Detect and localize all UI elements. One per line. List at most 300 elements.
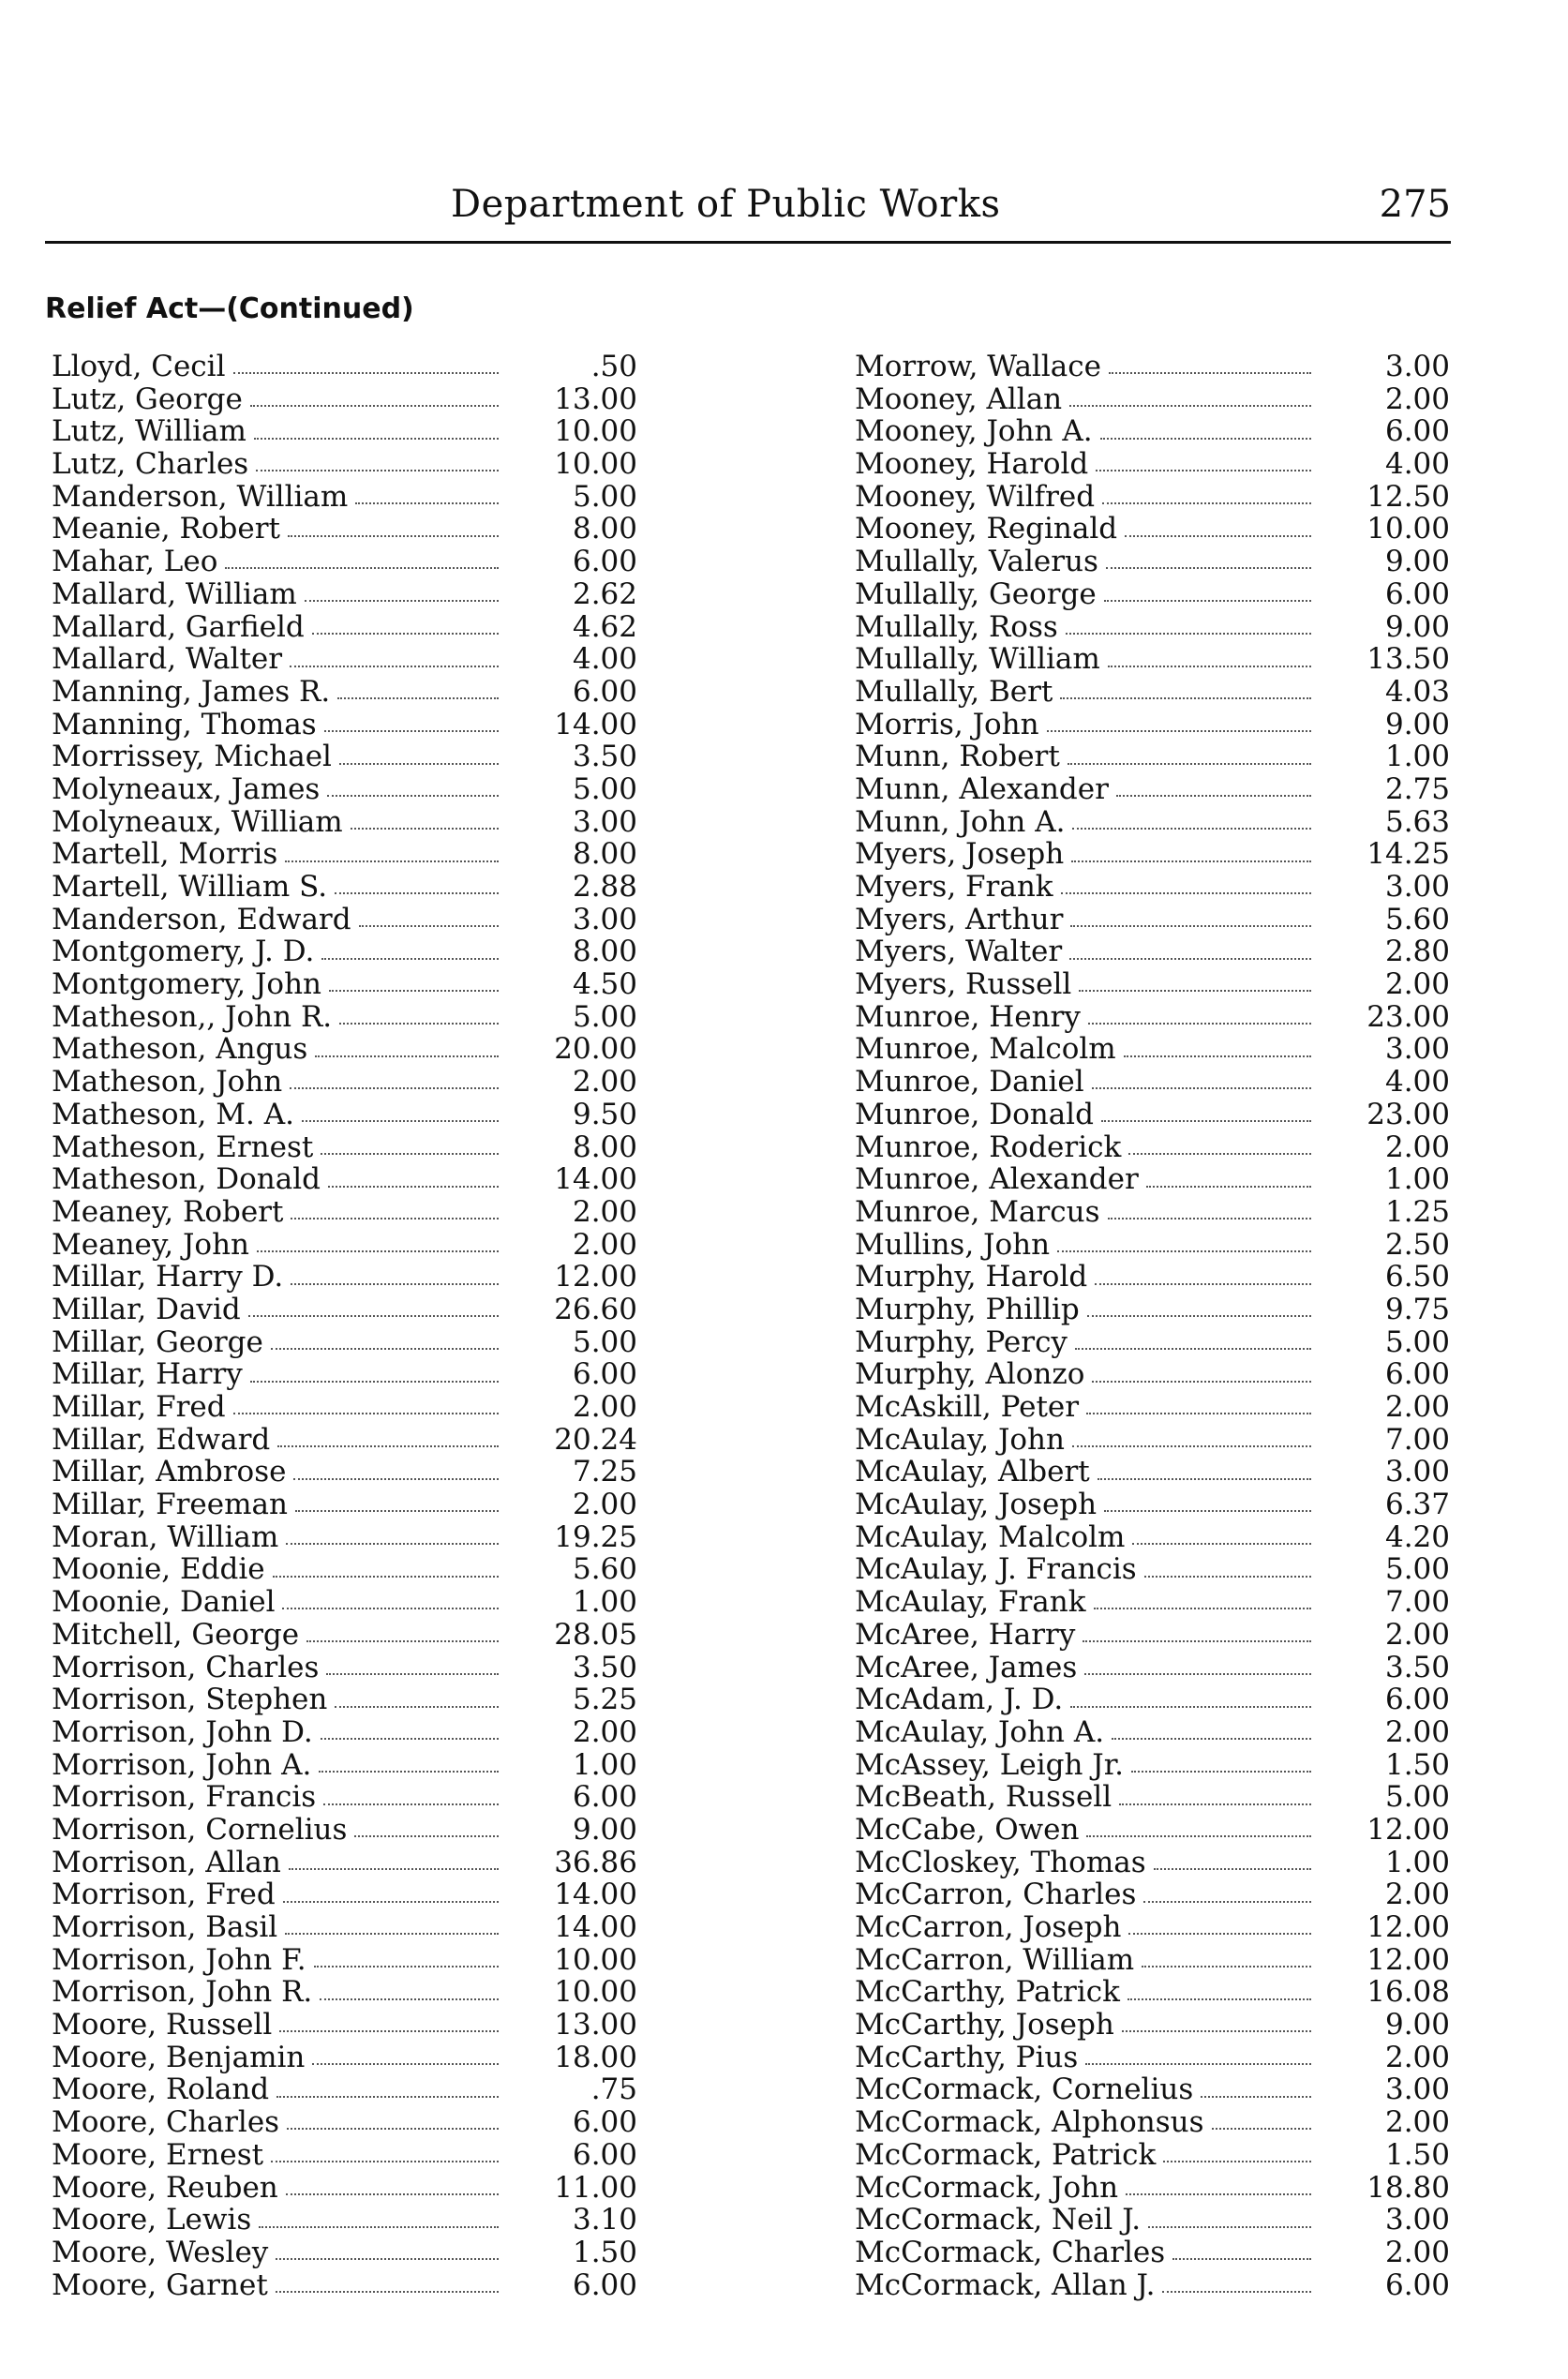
entry-amount: 20.00 [554, 1032, 637, 1067]
list-item [855, 904, 1450, 936]
dot-leader [1212, 2128, 1311, 2130]
entry-name: Mahar, Leo [52, 545, 218, 579]
dot-leader [1127, 1998, 1311, 2000]
dot-leader [315, 1055, 499, 1057]
list-item [52, 611, 637, 644]
list-item [52, 1163, 637, 1196]
list-item [52, 1489, 637, 1521]
entry-name: Morrison, Stephen [52, 1683, 328, 1717]
dot-leader [282, 1608, 499, 1609]
entry-name: Millar, David [52, 1292, 241, 1326]
dot-leader [1172, 2258, 1311, 2260]
entry-name: Martell, William S. [52, 870, 328, 904]
dot-leader [1083, 1640, 1311, 1642]
entry-name: Mooney, Harold [855, 447, 1089, 482]
entry-name: Myers, Arthur [855, 902, 1064, 936]
entry-amount: 12.50 [1366, 479, 1450, 514]
dot-leader [291, 1218, 499, 1219]
list-item [52, 1131, 637, 1164]
dot-leader [290, 1087, 499, 1089]
dot-leader [1068, 763, 1311, 765]
entry-name: McCarthy, Joseph [855, 2008, 1114, 2042]
dot-leader [289, 1868, 499, 1870]
list-item [52, 1683, 637, 1716]
dot-leader [1094, 1608, 1311, 1609]
page-number: 275 [1379, 183, 1451, 226]
entry-name: Murphy, Harold [855, 1260, 1088, 1294]
entry-amount: 4.00 [1384, 1065, 1450, 1100]
entry-amount: 1.50 [1384, 2137, 1450, 2172]
dot-leader [1148, 2226, 1311, 2228]
entry-amount: 2.00 [572, 1390, 637, 1424]
dot-leader [1079, 990, 1311, 992]
list-item [855, 871, 1450, 904]
entry-name: Moore, Lewis [52, 2203, 252, 2237]
entry-name: Munroe, Roderick [855, 1130, 1122, 1164]
dot-leader [319, 1771, 499, 1773]
dot-leader [329, 990, 499, 992]
entry-name: McAulay, Joseph [855, 1488, 1098, 1522]
entry-name: Moore, Roland [52, 2072, 270, 2107]
entry-name: Meaney, Robert [52, 1194, 284, 1229]
entry-amount: 6.00 [572, 2267, 637, 2302]
dot-leader [1126, 2193, 1311, 2195]
list-item [52, 676, 637, 709]
entry-name: Munroe, Marcus [855, 1194, 1100, 1229]
entry-amount: 6.00 [572, 2105, 637, 2140]
entry-name: Murphy, Alonzo [855, 1357, 1085, 1392]
entry-name: Munroe, Malcolm [855, 1032, 1116, 1067]
page-title: Department of Public Works [451, 183, 1001, 226]
entry-amount: 10.00 [554, 1942, 637, 1977]
dot-leader [250, 405, 499, 407]
entry-amount: 20.24 [554, 1422, 637, 1457]
list-item [52, 1749, 637, 1782]
dot-leader [312, 633, 499, 635]
list-item [855, 935, 1450, 968]
dot-leader [1108, 1218, 1312, 1219]
entry-name: Moonie, Daniel [52, 1585, 276, 1620]
dot-leader [302, 1120, 499, 1122]
list-item [855, 1683, 1450, 1716]
dot-leader [337, 697, 499, 699]
entry-amount: 2.00 [1384, 2040, 1450, 2074]
dot-leader [276, 2291, 499, 2293]
entry-amount: 23.00 [1366, 1097, 1450, 1131]
entry-amount: 6.00 [572, 1357, 637, 1392]
entry-amount: 3.50 [572, 740, 637, 774]
entry-amount: 12.00 [1366, 1910, 1450, 1944]
list-item [52, 448, 637, 481]
list-item [855, 1066, 1450, 1099]
entry-name: Lutz, George [52, 382, 243, 416]
dot-leader [1124, 1055, 1311, 1057]
dot-leader [1163, 2161, 1311, 2162]
dot-leader [1106, 567, 1311, 569]
dot-leader [1047, 730, 1311, 732]
entry-name: McCormack, Neil J. [855, 2203, 1142, 2237]
entry-name: Mullally, Bert [855, 674, 1053, 709]
dot-leader [1131, 1771, 1311, 1773]
list-item [52, 2042, 637, 2074]
dot-leader [1088, 1023, 1311, 1025]
entry-name: Mullally, George [855, 576, 1097, 611]
dot-leader [259, 2226, 499, 2228]
dot-leader [359, 925, 499, 927]
list-item [52, 1976, 637, 2009]
list-item [52, 2106, 637, 2139]
entry-name: McCarron, Charles [855, 1878, 1137, 1912]
entry-amount: 2.80 [1384, 935, 1450, 969]
dot-leader [1154, 1868, 1311, 1870]
dot-leader [306, 1640, 499, 1642]
dot-leader [1084, 1673, 1311, 1675]
list-item [52, 1033, 637, 1066]
dot-leader [1122, 2030, 1311, 2032]
entry-amount: 6.00 [1384, 576, 1450, 611]
dot-leader [1060, 697, 1311, 699]
dot-leader [1087, 1315, 1311, 1317]
list-item [855, 741, 1450, 773]
list-item [52, 904, 637, 936]
entry-amount: 13.50 [1366, 642, 1450, 677]
entry-name: McCabe, Owen [855, 1812, 1080, 1847]
entry-amount: 3.00 [1384, 2203, 1450, 2237]
entry-name: Moore, Reuben [52, 2170, 278, 2205]
entry-amount: 8.00 [572, 1130, 637, 1164]
dot-leader [273, 1576, 499, 1578]
entry-name: McCormack, Cornelius [855, 2072, 1194, 2107]
list-item [855, 2237, 1450, 2269]
entry-amount: 5.00 [572, 479, 637, 514]
list-item [855, 1652, 1450, 1684]
entry-name: McCormack, Allan J. [855, 2267, 1156, 2302]
entry-name: Morris, John [855, 707, 1039, 741]
entry-name: Myers, Walter [855, 935, 1063, 969]
entry-amount: 5.00 [572, 999, 637, 1034]
entry-amount: 2.00 [1384, 967, 1450, 1002]
dot-leader [279, 2030, 499, 2032]
entry-amount: 2.00 [1384, 2105, 1450, 2140]
dot-leader [287, 2128, 499, 2130]
list-item [52, 741, 637, 773]
page-header [45, 183, 1451, 248]
entry-name: McAskill, Peter [855, 1390, 1080, 1424]
entry-name: McAree, James [855, 1650, 1078, 1684]
entry-name: Matheson, Angus [52, 1032, 308, 1067]
entry-name: Mallard, Garfield [52, 609, 305, 644]
entry-amount: 3.00 [572, 902, 637, 936]
list-item [855, 806, 1450, 839]
dot-leader [285, 1933, 499, 1935]
dot-leader [1070, 925, 1311, 927]
entry-amount: 23.00 [1366, 999, 1450, 1034]
list-item [52, 968, 637, 1001]
list-item [855, 838, 1450, 871]
entry-amount: 1.00 [572, 1585, 637, 1620]
list-item [52, 1878, 637, 1911]
entry-amount: 5.00 [572, 1324, 637, 1359]
entry-name: Molyneaux, William [52, 804, 343, 839]
entry-name: Munn, Robert [855, 740, 1060, 774]
entry-amount: 10.00 [554, 447, 637, 482]
entry-amount: 1.50 [572, 2235, 637, 2269]
entry-amount: 6.00 [572, 545, 637, 579]
entry-name: Morrow, Wallace [855, 350, 1101, 383]
entry-amount: 5.60 [1384, 902, 1450, 936]
list-item [52, 1911, 637, 1944]
header-rule [45, 241, 1451, 244]
dot-leader [339, 1023, 499, 1025]
entry-name: Millar, Ambrose [52, 1455, 287, 1489]
dot-leader [1069, 405, 1311, 407]
list-item [52, 1294, 637, 1326]
entry-amount: 12.00 [1366, 1942, 1450, 1977]
entry-name: McCloskey, Thomas [855, 1845, 1146, 1879]
entry-amount: 7.25 [572, 1455, 637, 1489]
dot-leader [1143, 1901, 1311, 1903]
entry-name: Montgomery, J. D. [52, 935, 315, 969]
entry-name: McAulay, Albert [855, 1455, 1090, 1489]
list-item [52, 1553, 637, 1586]
entry-name: McAulay, Malcolm [855, 1519, 1126, 1554]
dot-leader [248, 1315, 499, 1317]
entry-amount: 1.00 [1384, 1162, 1450, 1197]
list-item [52, 871, 637, 904]
list-item [52, 1652, 637, 1684]
list-item [855, 1358, 1450, 1391]
entry-name: Moore, Benjamin [52, 2040, 306, 2074]
entry-name: Moore, Ernest [52, 2137, 264, 2172]
entry-name: Moore, Russell [52, 2008, 273, 2042]
entry-amount: 2.00 [572, 1714, 637, 1749]
entry-amount: 2.00 [1384, 1714, 1450, 1749]
list-item [855, 1131, 1450, 1164]
list-item [52, 643, 637, 676]
entry-amount: 2.00 [572, 1227, 637, 1262]
entry-name: Manning, Thomas [52, 707, 317, 741]
entry-amount: 3.10 [572, 2203, 637, 2237]
list-item [52, 1586, 637, 1619]
dot-leader [1119, 1803, 1311, 1805]
list-item [52, 513, 637, 546]
entry-amount: 10.00 [554, 1975, 637, 2010]
list-item [855, 1424, 1450, 1457]
dot-leader [321, 1153, 499, 1155]
entry-name: Mallard, Walter [52, 642, 283, 677]
entry-amount: 6.00 [572, 674, 637, 709]
entry-amount: 2.00 [1384, 1130, 1450, 1164]
entry-amount: 6.00 [1384, 2267, 1450, 2302]
entry-amount: 5.60 [572, 1552, 637, 1587]
entry-name: McAulay, J. Francis [855, 1552, 1137, 1587]
entry-name: Morrison, John D. [52, 1714, 313, 1749]
entry-name: McCormack, Alphonsus [855, 2105, 1204, 2140]
entry-name: Morrison, Francis [52, 1780, 317, 1815]
list-item [855, 1586, 1450, 1619]
entry-amount: 2.00 [572, 1194, 637, 1229]
dot-leader [286, 2193, 499, 2195]
entry-name: McCarthy, Pius [855, 2040, 1079, 2074]
entry-amount: 18.00 [554, 2040, 637, 2074]
dot-leader [250, 1381, 499, 1383]
entry-name: Moore, Garnet [52, 2267, 268, 2302]
entry-name: Munroe, Alexander [855, 1162, 1139, 1197]
entry-name: Millar, Harry D. [52, 1260, 284, 1294]
list-item [52, 1944, 637, 1977]
dot-leader [233, 372, 500, 374]
dot-leader [323, 1803, 499, 1805]
dot-leader [321, 958, 499, 960]
list-item [855, 643, 1450, 676]
entry-name: Moore, Wesley [52, 2235, 269, 2269]
dot-leader [335, 1706, 499, 1708]
list-item [855, 481, 1450, 514]
entry-name: Martell, Morris [52, 837, 278, 872]
list-item [855, 2009, 1450, 2042]
entry-amount: 13.00 [554, 382, 637, 416]
entry-name: Manderson, William [52, 479, 349, 514]
entry-amount: 9.00 [572, 1812, 637, 1847]
entry-amount: 1.25 [1384, 1194, 1450, 1229]
entry-name: Mooney, Allan [855, 382, 1063, 416]
entry-name: McAree, Harry [855, 1617, 1076, 1652]
entry-amount: 10.00 [1366, 512, 1450, 546]
list-item [855, 513, 1450, 546]
list-item [52, 1229, 637, 1262]
entry-amount: 5.00 [572, 771, 637, 806]
dot-leader [288, 535, 499, 537]
dot-leader [286, 1543, 499, 1545]
dot-leader [1092, 1381, 1311, 1383]
entry-amount: 2.62 [572, 576, 637, 611]
dot-leader [285, 860, 499, 862]
entry-name: McCormack, Charles [855, 2235, 1166, 2269]
list-item [855, 448, 1450, 481]
entry-amount: 26.60 [554, 1292, 637, 1326]
entry-amount: 5.00 [1384, 1324, 1450, 1359]
entry-name: Morrison, Basil [52, 1910, 278, 1944]
entry-name: Murphy, Phillip [855, 1292, 1080, 1326]
entry-amount: 2.50 [1384, 1227, 1450, 1262]
entry-amount: 6.37 [1384, 1488, 1450, 1522]
list-item [855, 1814, 1450, 1847]
list-item [855, 611, 1450, 644]
entry-name: Manning, James R. [52, 674, 331, 709]
list-item [855, 1749, 1450, 1782]
list-item [52, 1424, 637, 1457]
dot-leader [256, 470, 499, 471]
entry-amount: 8.00 [572, 512, 637, 546]
entry-amount: 14.00 [554, 1162, 637, 1197]
right-column-list [855, 351, 1450, 2301]
dot-leader [1066, 633, 1311, 635]
entry-amount: 2.88 [572, 870, 637, 904]
list-item [855, 2204, 1450, 2237]
entry-amount: 2.00 [1384, 1878, 1450, 1912]
entry-amount: 16.08 [1366, 1975, 1450, 2010]
dot-leader [1085, 2063, 1311, 2065]
entry-amount: 5.63 [1384, 804, 1450, 839]
dot-leader [1104, 1510, 1311, 1512]
list-item [855, 2042, 1450, 2074]
list-item [855, 2073, 1450, 2106]
list-item [52, 2009, 637, 2042]
dot-leader [1108, 666, 1311, 667]
dot-leader [1092, 1087, 1311, 1089]
entry-name: Mullally, Valerus [855, 545, 1098, 579]
list-item [52, 2139, 637, 2172]
dot-leader [277, 1445, 499, 1447]
entry-name: Moore, Charles [52, 2105, 280, 2140]
list-item [855, 1976, 1450, 2009]
entry-amount: 2.00 [1384, 2235, 1450, 2269]
entry-amount: 28.05 [554, 1617, 637, 1652]
entry-name: Manderson, Edward [52, 902, 351, 936]
dot-leader [321, 1738, 499, 1740]
entry-amount: 3.00 [1384, 1455, 1450, 1489]
entry-amount: .50 [590, 350, 637, 383]
entry-name: Moran, William [52, 1519, 279, 1554]
list-item [52, 1358, 637, 1391]
list-item [855, 709, 1450, 741]
dot-leader [1100, 438, 1311, 440]
dot-leader [1101, 1120, 1311, 1122]
list-item [52, 2204, 637, 2237]
dot-leader [1109, 372, 1311, 374]
dot-leader [328, 1186, 499, 1188]
dot-leader [324, 730, 499, 732]
entry-name: Millar, Harry [52, 1357, 243, 1392]
dot-leader [290, 666, 499, 667]
list-item [52, 806, 637, 839]
list-item [855, 1261, 1450, 1294]
entry-amount: 3.00 [1384, 1032, 1450, 1067]
list-item [52, 415, 637, 448]
entry-name: McAulay, John A. [855, 1714, 1105, 1749]
entry-name: McCormack, Patrick [855, 2137, 1157, 2172]
list-item [855, 1944, 1450, 1977]
entry-amount: 1.50 [1384, 1747, 1450, 1782]
entry-amount: 6.00 [1384, 1357, 1450, 1392]
entry-amount: 7.00 [1384, 1585, 1450, 1620]
entry-name: Matheson,, John R. [52, 999, 333, 1034]
entry-amount: 14.00 [554, 707, 637, 741]
dot-leader [1070, 1706, 1311, 1708]
entry-name: Myers, Frank [855, 870, 1053, 904]
entry-amount: 9.00 [1384, 2008, 1450, 2042]
entry-amount: 3.50 [1384, 1650, 1450, 1684]
entry-amount: 7.00 [1384, 1422, 1450, 1457]
dot-leader [1128, 1933, 1311, 1935]
list-item [855, 2139, 1450, 2172]
entry-amount: 3.00 [1384, 2072, 1450, 2107]
entry-name: Myers, Russell [855, 967, 1072, 1002]
entry-amount: 1.00 [1384, 1845, 1450, 1879]
entry-amount: 9.00 [1384, 609, 1450, 644]
entry-amount: 6.00 [572, 2137, 637, 2172]
dot-leader [1128, 1153, 1311, 1155]
entry-amount: 4.62 [572, 609, 637, 644]
list-item [52, 1619, 637, 1652]
list-item [855, 1489, 1450, 1521]
list-item [52, 578, 637, 611]
dot-leader [291, 1283, 499, 1285]
list-item [855, 1781, 1450, 1814]
left-column-list [52, 351, 637, 2301]
entry-amount: 4.20 [1384, 1519, 1450, 1554]
dot-leader [312, 2063, 499, 2065]
